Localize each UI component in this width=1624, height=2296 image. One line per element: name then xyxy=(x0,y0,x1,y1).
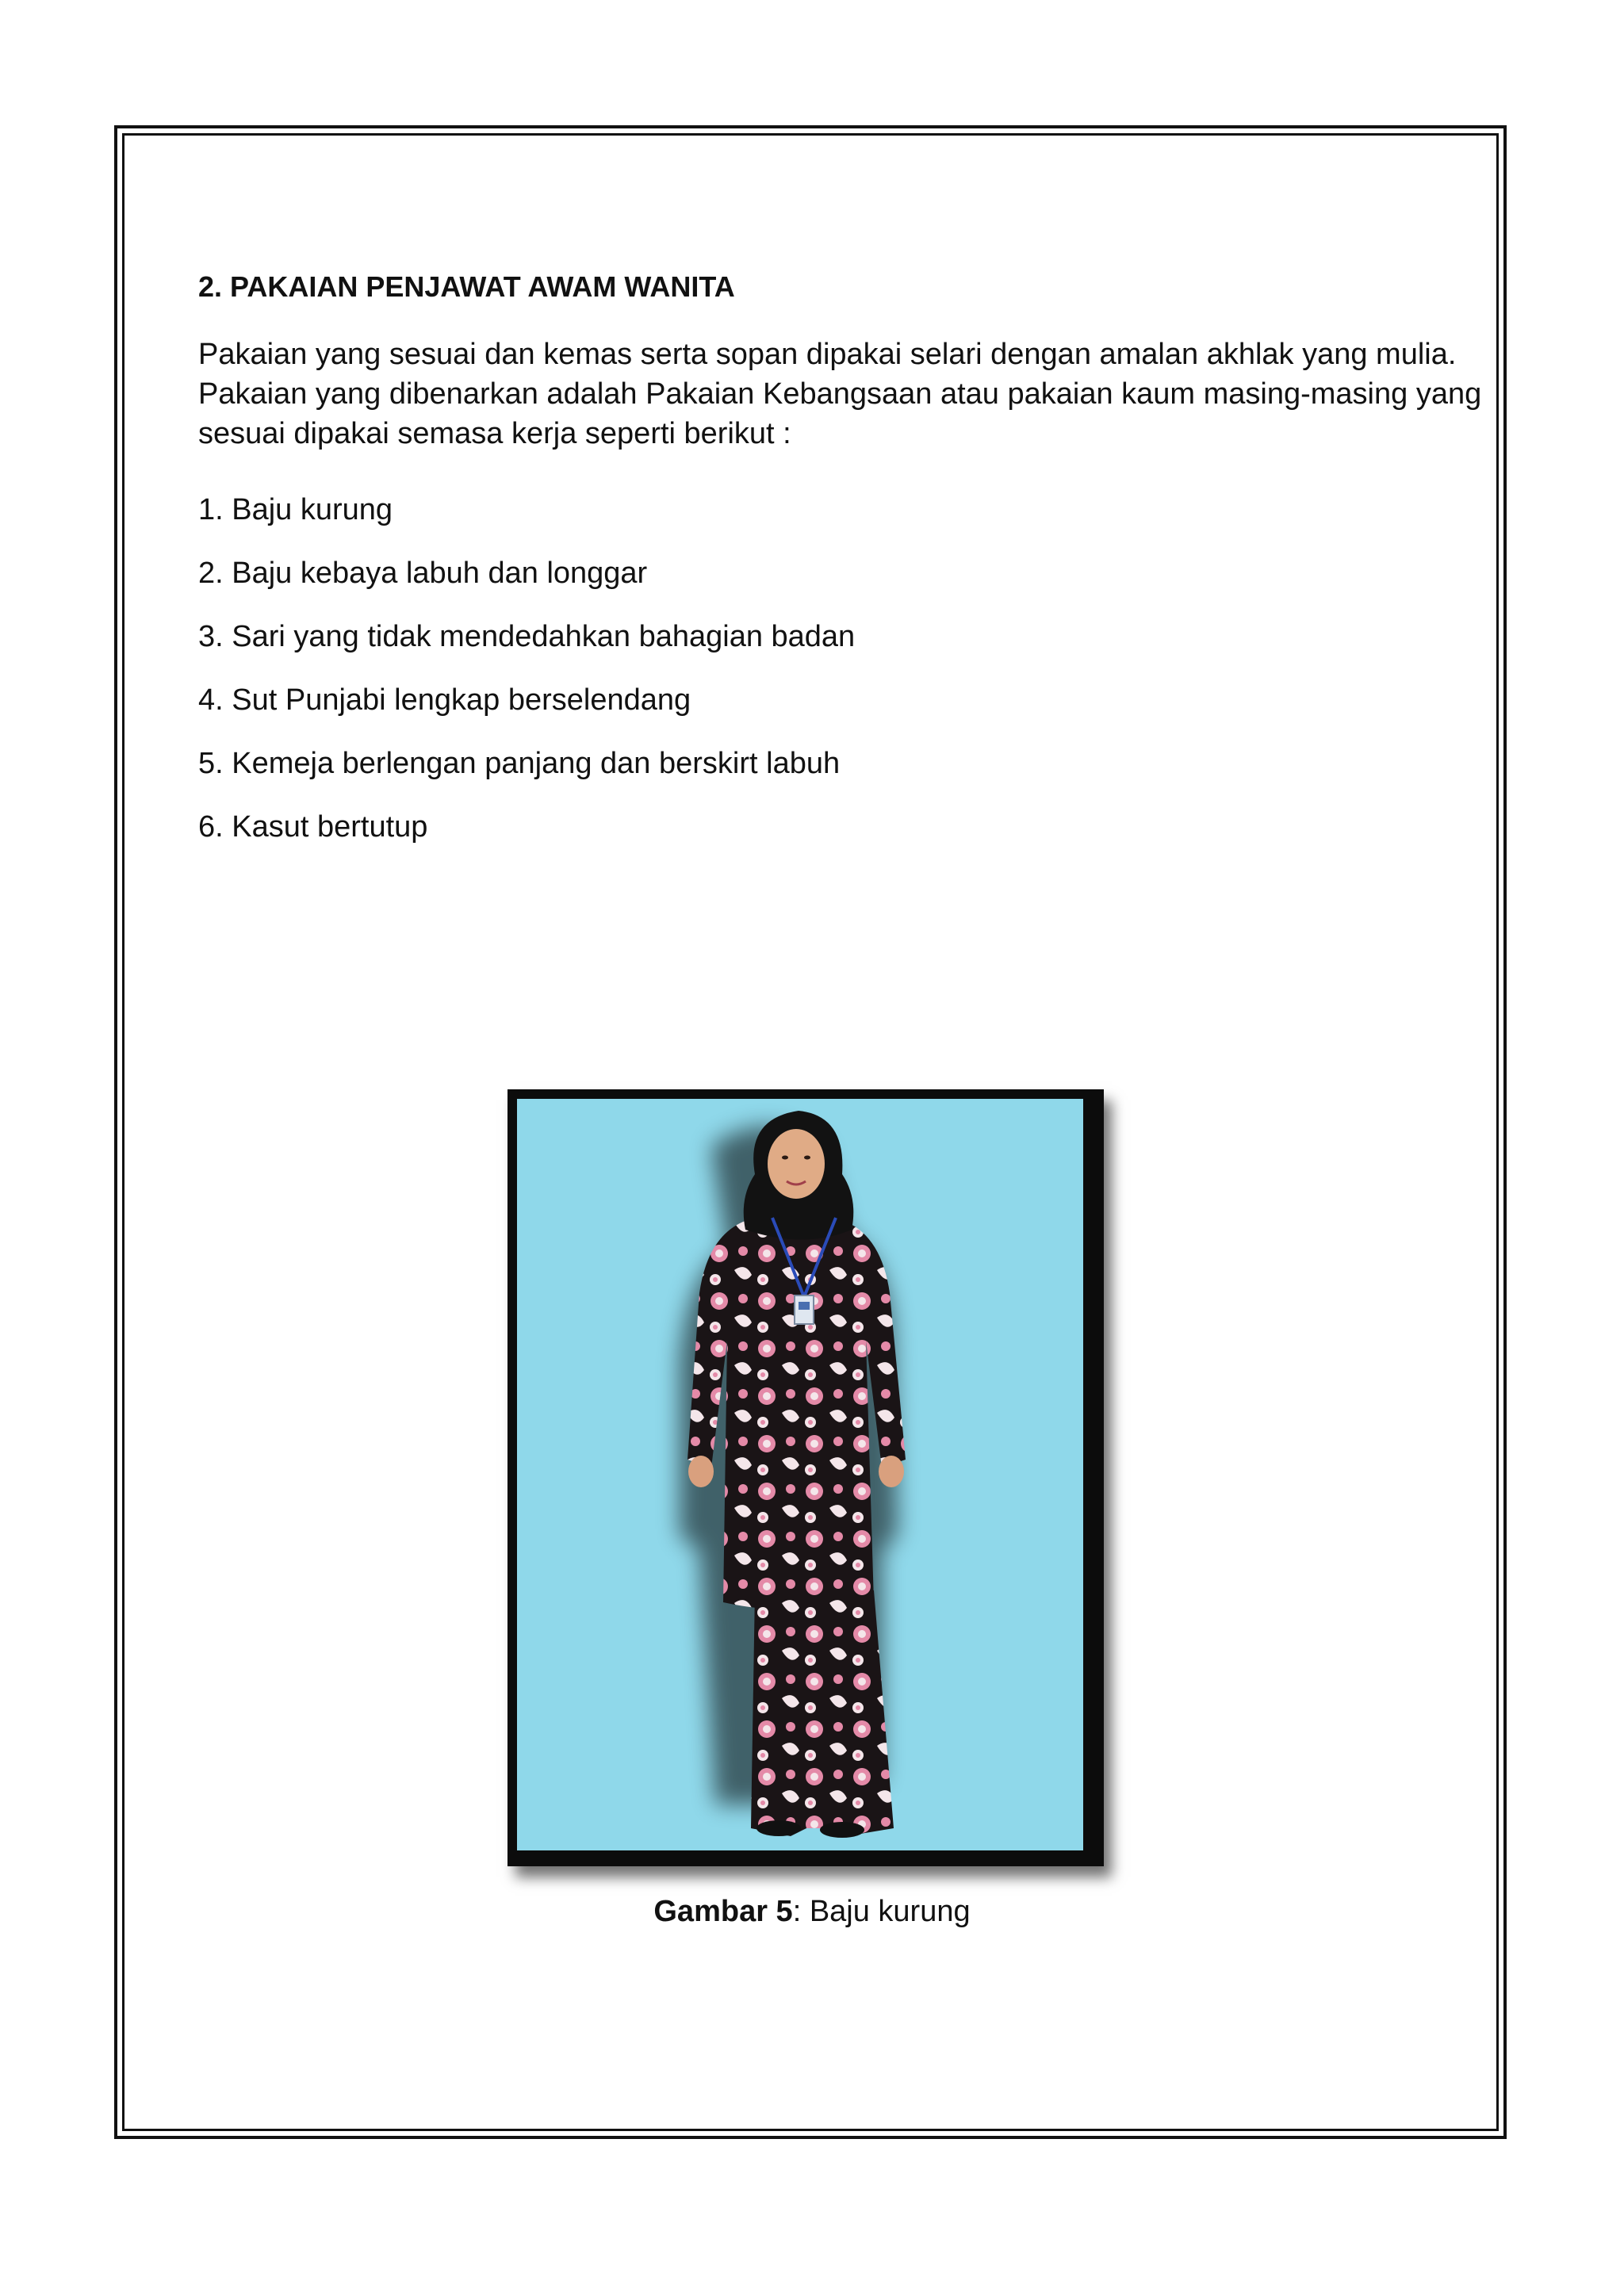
figure-photo xyxy=(517,1099,1083,1850)
figure-caption xyxy=(0,1892,1624,1931)
intro-line: sesuai dipakai semasa kerja seperti berikut : xyxy=(198,417,791,450)
list-item: 4. Sut Punjabi lengkap berselendang xyxy=(198,683,691,717)
document-body xyxy=(198,268,1482,871)
figure-caption-label: Gambar 5 xyxy=(653,1895,793,1928)
list-item: 2. Baju kebaya labuh dan longgar xyxy=(198,557,648,590)
attire-list xyxy=(198,490,1467,847)
intro-paragraph xyxy=(198,335,1482,453)
intro-line: Pakaian yang dibenarkan adalah Pakaian Kebangsaan atau pakaian kaum masing-masing yang xyxy=(198,377,1482,411)
figure-photo-frame xyxy=(508,1089,1104,1866)
list-item: 3. Sari yang tidak mendedahkan bahagian badan xyxy=(198,620,856,653)
woman-in-baju-kurung-illustration xyxy=(517,1099,1083,1850)
figure-caption-separator: : xyxy=(792,1895,810,1928)
list-item: 5. Kemeja berlengan panjang dan berskirt labuh xyxy=(198,747,841,780)
intro-line: Pakaian yang sesuai dan kemas serta sopan dipakai selari dengan amalan akhlak yang mulia. xyxy=(198,338,1457,371)
section-heading: 2. PAKAIAN PENJAWAT AWAM WANITA xyxy=(198,270,735,303)
figure-caption-text: Baju kurung xyxy=(809,1895,971,1928)
list-item: 1. Baju kurung xyxy=(198,493,393,526)
list-item: 6. Kasut bertutup xyxy=(198,810,428,844)
